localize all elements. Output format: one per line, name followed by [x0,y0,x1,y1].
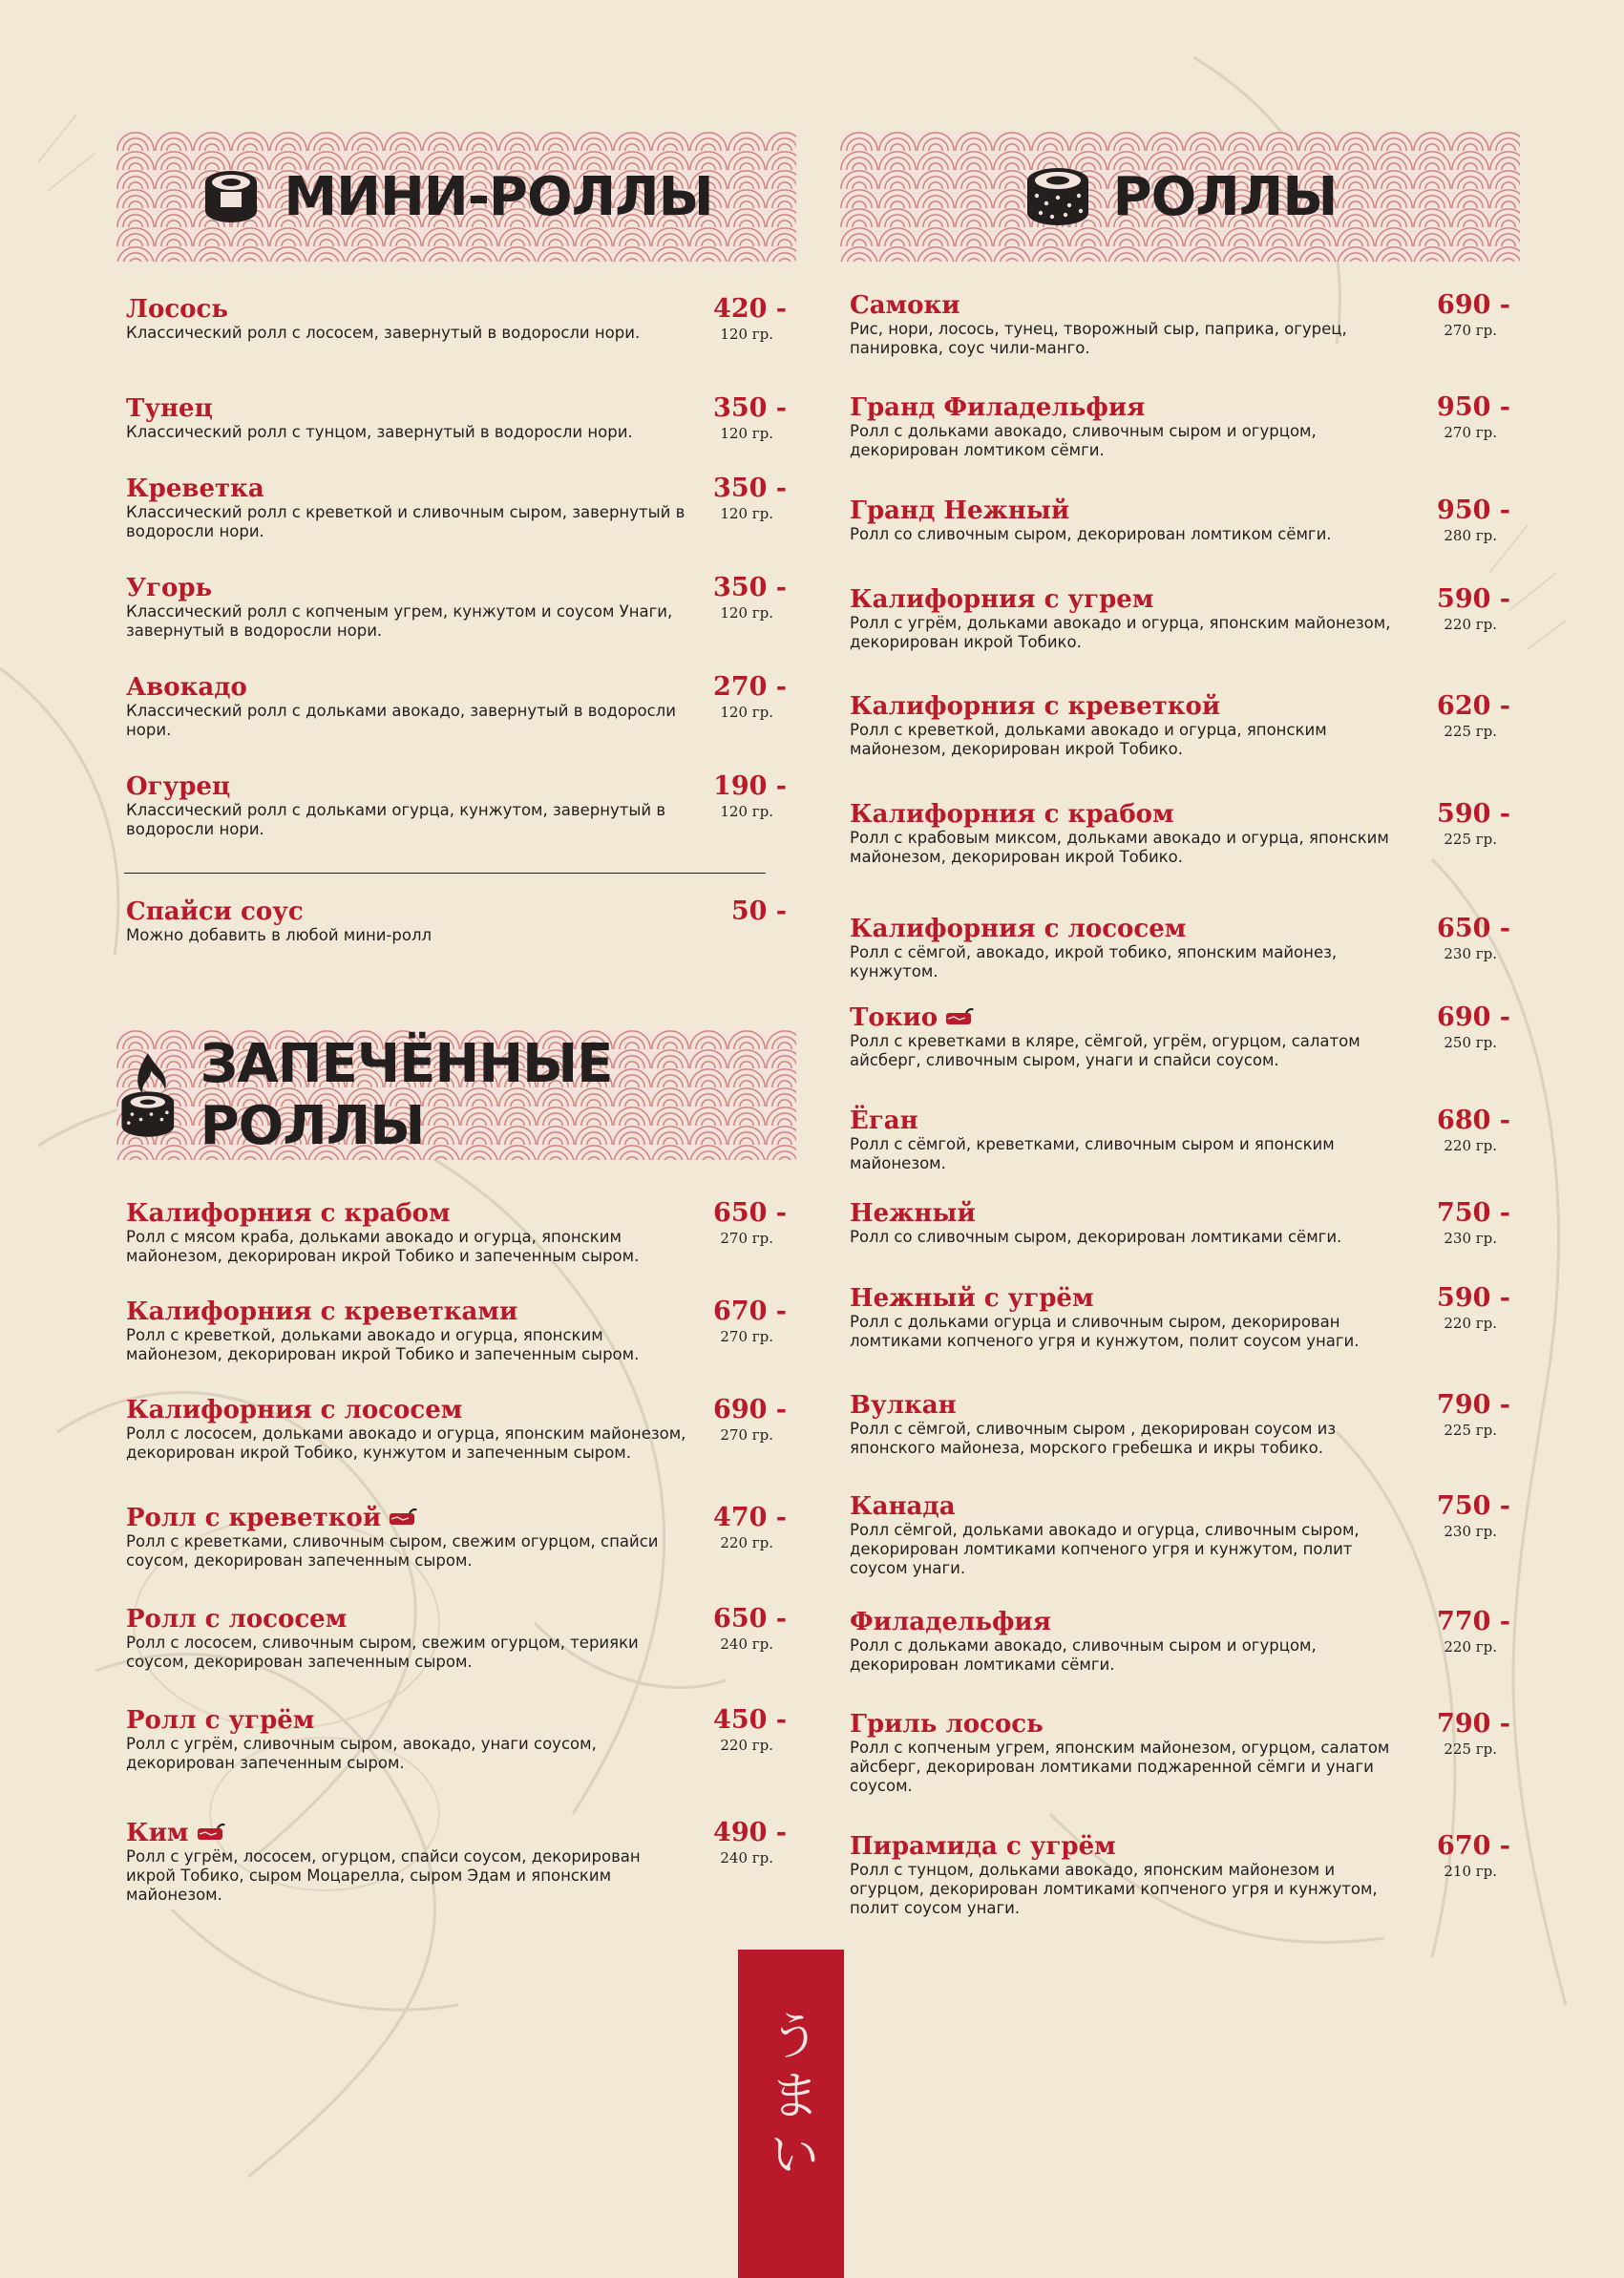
item-price: 650 - [713,1604,787,1634]
item-name [126,1819,225,1847]
item-description: Ролл с креветкой, дольками авокадо и огурца, японским майонезом, декорирован икрой Тобико. [850,721,1327,758]
menu-item [850,1106,1510,1198]
item-description: Ролл со сливочным сыром, декорирован ломтиком сёмги. [850,525,1332,543]
item-price: 420 - [713,294,787,324]
roll-icon [1023,163,1092,230]
item-name: Гранд Нежный [850,496,1070,525]
item-description: Ролл с копченым угрем, японским майонезом, огурцом, салатом айсберг, декорирован ломтиками поджаренной сёмги и унаги соусом. [850,1739,1390,1795]
item-weight: 120 гр. [720,326,773,343]
menu-item [850,799,1510,914]
item-price: 620 - [1437,691,1510,721]
item-weight: 225 гр. [1444,723,1497,740]
item-description: Ролл сёмгой, дольками авокадо и огурца, сливочным сыром, декорирован ломтиками копченого угря и кунжутом, полит соусом унаги. [850,1521,1360,1577]
item-price: 350 - [713,474,787,503]
item-name: Огурец [126,772,231,801]
menu-item [850,1198,1510,1283]
item-price: 650 - [713,1198,787,1228]
item-weight: 270 гр. [1444,322,1497,339]
item-price: 650 - [1437,914,1510,943]
item-price: 770 - [1437,1607,1510,1636]
item-name: Калифорния с лососем [126,1396,463,1424]
item-name: Спайси соус [126,897,304,926]
item-weight: 220 гр. [720,1737,773,1754]
item-price: 450 - [713,1705,787,1735]
rolls-list [840,290,1520,1927]
item-name: Ролл с лососем [126,1605,348,1634]
roll-icon [200,165,263,228]
menu-item [850,1390,1510,1491]
menu-item [850,691,1510,799]
item-weight: 220 гр. [1444,1315,1497,1332]
item-name: Авокадо [126,673,247,702]
item-description: Ролл с сёмгой, авокадо, икрой тобико, японским майонез, кунжутом. [850,943,1338,981]
item-name [850,1003,974,1032]
baked-rolls-list [116,1198,796,1904]
item-price: 750 - [1437,1491,1510,1521]
item-description: Ролл с угрём, сливочным сыром, авокадо, унаги соусом, декорирован запеченным сыром. [126,1735,597,1772]
menu-item [126,294,787,393]
item-weight: 240 гр. [720,1635,773,1653]
item-description: Ролл с мясом краба, дольками авокадо и огурца, японским майонезом, декорирован икрой Тобико и запеченным сыром. [126,1228,640,1265]
item-description: Ролл со сливочным сыром, декорирован ломтиками сёмги. [850,1228,1342,1246]
left-column [116,132,796,1904]
item-weight: 120 гр. [720,704,773,721]
item-name: Гранд Филадельфия [850,393,1146,422]
item-name: Калифорния с угрем [850,585,1154,614]
menu-item [850,1831,1510,1927]
item-price: 350 - [713,393,787,423]
item-price: 270 - [713,672,787,702]
item-description: Ролл с крабовым миксом, дольками авокадо и огурца, японским майонезом, декорирован икрой Тобико. [850,829,1389,866]
item-weight: 120 гр. [720,803,773,820]
item-weight: 225 гр. [1444,831,1497,848]
item-name-text: Токио [850,1003,939,1032]
menu-item-extra [126,896,787,973]
flaming-roll-icon [116,1047,179,1143]
chili-pepper-icon [945,1007,974,1028]
item-price: 350 - [713,573,787,602]
item-name: Самоки [850,291,960,320]
item-weight: 270 гр. [720,1328,773,1345]
item-description: Ролл с угрём, дольками авокадо и огурца, японским майонезом, декорирован икрой Тобико. [850,614,1391,651]
item-name: Калифорния с лососем [850,915,1187,943]
item-price: 690 - [713,1395,787,1424]
section-banner-rolls [840,132,1520,262]
item-name: Вулкан [850,1391,957,1420]
item-price: 190 - [713,771,787,801]
item-name: Ёган [850,1107,918,1135]
menu-item [126,1395,787,1503]
item-price: 470 - [713,1503,787,1532]
item-name: Ролл с угрём [126,1706,315,1735]
item-name: Нежный [850,1199,976,1228]
item-description: Ролл с сёмгой, сливочным сыром , декорирован соусом из японского майонеза, морского гребешка и икры тобико. [850,1420,1337,1457]
right-column [840,132,1520,1927]
item-name: Калифорния с крабом [126,1199,451,1228]
item-name: Креветка [126,475,264,503]
item-weight: 280 гр. [1444,527,1497,544]
section-title: ЗАПЕЧЁННЫЕ РОЛЛЫ [200,1033,613,1157]
item-description: Классический ролл с копченым угрем, кунжутом и соусом Унаги, завернутый в водоросли нори. [126,602,673,640]
item-description: Ролл с сёмгой, креветками, сливочным сыром и японским майонезом. [850,1135,1335,1172]
side-tab [738,1950,844,2278]
side-tab-text: うまい [761,2009,821,2186]
item-name: Нежный с угрём [850,1284,1094,1313]
item-weight: 250 гр. [1444,1034,1497,1051]
item-name: Тунец [126,394,213,423]
item-name-text: Ролл с креветкой [126,1504,382,1532]
item-description: Классический ролл с дольками огурца, кунжутом, завернутый в водоросли нори. [126,801,666,838]
item-description: Ролл с лососем, дольками авокадо и огурца, японским майонезом, декорирован икрой Тобико, кунжутом и запеченным сыром. [126,1424,686,1462]
menu-item [850,1607,1510,1709]
item-description: Рис, нори, лосось, тунец, творожный сыр, паприка, огурец, панировка, соус чили-манго. [850,320,1347,357]
item-description: Ролл с креветками в кляре, сёмгой, угрём, огурцом, салатом айсберг, сливочным сыром, унаги и спайси соусом. [850,1032,1360,1069]
item-weight: 270 гр. [720,1426,773,1444]
divider [124,873,766,874]
item-price: 590 - [1437,799,1510,829]
menu-item [850,1002,1510,1106]
menu-item [126,1705,787,1818]
item-weight: 230 гр. [1444,945,1497,962]
menu-item [850,290,1510,392]
menu-item [126,672,787,771]
item-name-text: Ким [126,1819,189,1847]
item-description: Ролл с лососем, сливочным сыром, свежим огурцом, терияки соусом, декорирован запеченным сыром. [126,1634,639,1671]
item-weight: 230 гр. [1444,1523,1497,1540]
item-name: Филадельфия [850,1608,1051,1636]
menu-item [126,393,787,474]
item-name [126,1504,417,1532]
item-price: 590 - [1437,1283,1510,1313]
item-name: Канада [850,1492,956,1521]
item-description: Ролл с дольками авокадо, сливочным сыром и огурцом, декорирован ломтиком сёмги. [850,422,1317,459]
item-description: Классический ролл с дольками авокадо, завернутый в водоросли нори. [126,702,676,739]
item-name: Калифорния с креветкой [850,692,1221,721]
item-price: 690 - [1437,290,1510,320]
section-banner-baked-rolls [116,1030,796,1160]
extras-list [116,896,796,973]
item-price: 670 - [1437,1831,1510,1861]
item-name: Калифорния с крабом [850,800,1174,829]
mini-rolls-list [116,294,796,871]
item-description: Классический ролл с креветкой и сливочным сыром, завернутый в водоросли нори. [126,503,685,540]
item-weight: 220 гр. [1444,1638,1497,1656]
item-weight: 220 гр. [1444,1137,1497,1154]
menu-item [850,496,1510,584]
item-weight: 270 гр. [1444,424,1497,441]
item-weight: 120 гр. [720,604,773,622]
item-description: Ролл с угрём, лососем, огурцом, спайси соусом, декорирован икрой Тобико, сыром Моцарелла, сыром Эдам и японским майонезом. [126,1847,641,1904]
item-weight: 225 гр. [1444,1740,1497,1758]
menu-item [126,1297,787,1395]
chili-pepper-icon [197,1823,225,1844]
menu-item [126,1818,787,1904]
menu-item [126,1503,787,1604]
menu-item [850,584,1510,691]
item-name: Угорь [126,574,213,602]
item-name: Пирамида с угрём [850,1832,1116,1861]
item-weight: 220 гр. [1444,616,1497,633]
item-weight: 120 гр. [720,505,773,522]
item-description: Можно добавить в любой мини-ролл [126,926,432,944]
item-price: 790 - [1437,1709,1510,1739]
menu-item [850,1283,1510,1390]
section-title: МИНИ-РОЛЛЫ [284,165,713,228]
menu-item [850,1491,1510,1607]
item-weight: 230 гр. [1444,1230,1497,1247]
item-weight: 220 гр. [720,1534,773,1551]
item-description: Ролл с креветками, сливочным сыром, свежим огурцом, спайси соусом, декорирован запеченным сыром. [126,1532,659,1570]
menu-item [126,1198,787,1297]
item-price: 690 - [1437,1002,1510,1032]
item-weight: 225 гр. [1444,1422,1497,1439]
item-price: 790 - [1437,1390,1510,1420]
item-price: 950 - [1437,496,1510,525]
item-weight: 120 гр. [720,425,773,442]
section-title: РОЛЛЫ [1112,165,1338,228]
menu-item [850,392,1510,496]
item-price: 670 - [713,1297,787,1326]
menu-item [126,771,787,871]
item-weight: 240 гр. [720,1849,773,1867]
item-weight: 210 гр. [1444,1863,1497,1880]
menu-item [850,1709,1510,1831]
item-name: Лосось [126,295,228,324]
chili-pepper-icon [389,1508,417,1529]
item-price: 750 - [1437,1198,1510,1228]
item-description: Ролл с дольками огурца и сливочным сыром, декорирован ломтиками копченого угря и кунжутом, полит соусом унаги. [850,1313,1360,1350]
item-description: Ролл с тунцом, дольками авокадо, японским майонезом и огурцом, декорирован ломтиками копченого угря и кунжутом, полит соусом унаги. [850,1861,1378,1917]
item-price: 590 - [1437,584,1510,614]
section-banner-mini-rolls [116,132,796,262]
menu-item [126,474,787,573]
menu-item [126,573,787,672]
item-name: Калифорния с креветками [126,1297,518,1326]
item-price: 680 - [1437,1106,1510,1135]
item-weight: 270 гр. [720,1230,773,1247]
item-description: Ролл с креветкой, дольками авокадо и огурца, японским майонезом, декорирован икрой Тобико и запеченным сыром. [126,1326,640,1363]
item-name: Гриль лосось [850,1710,1044,1739]
item-description: Ролл с дольками авокадо, сливочным сыром и огурцом, декорирован ломтиками сёмги. [850,1636,1317,1674]
item-price: 950 - [1437,392,1510,422]
item-price: 490 - [713,1818,787,1847]
menu-item [850,914,1510,1002]
menu-item [126,1604,787,1705]
item-description: Классический ролл с тунцом, завернутый в водоросли нори. [126,423,633,441]
item-description: Классический ролл с лососем, завернутый в водоросли нори. [126,324,641,342]
item-price: 50 - [730,896,787,926]
